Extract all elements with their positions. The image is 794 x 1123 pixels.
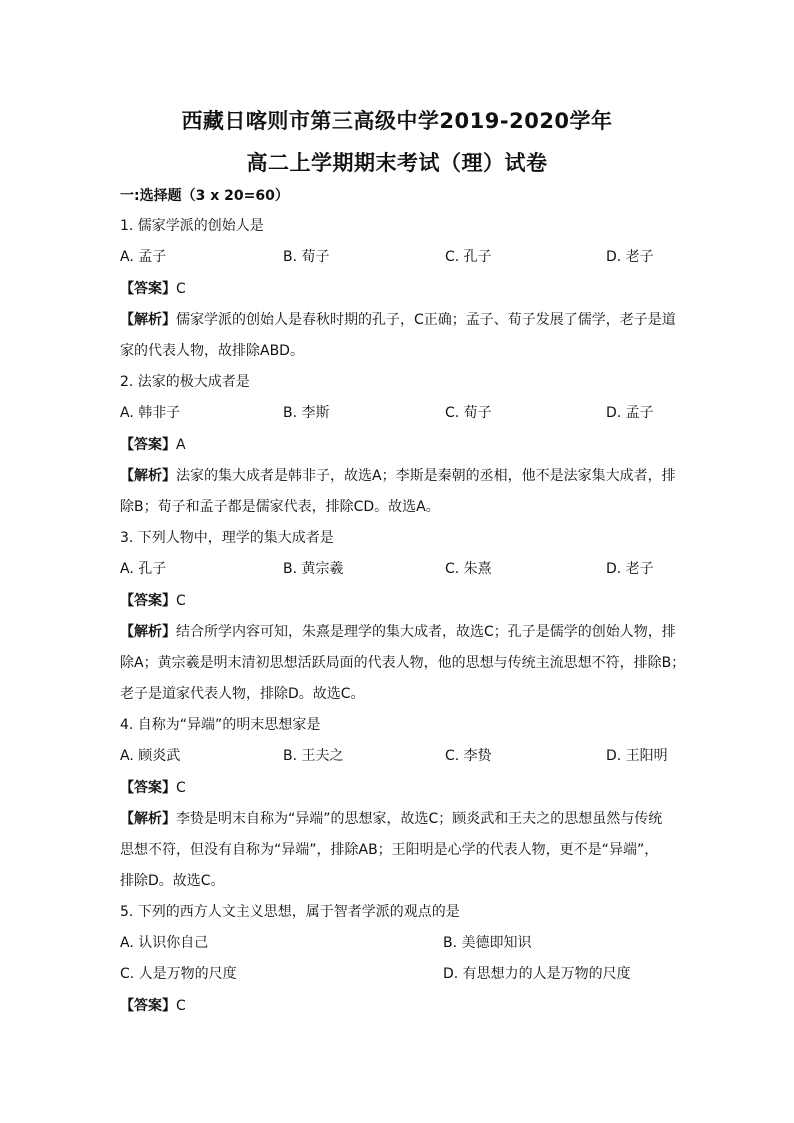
analysis-line: [120, 622, 680, 642]
option-a: A. 韩非子: [120, 405, 181, 421]
analysis-text: 结合所学内容可知，朱熹是理学的集大成者，故选C；孔子是儒学的创始人物，排: [176, 624, 676, 640]
option-c: C. 孔子: [445, 249, 492, 265]
option-d: D. 老子: [606, 561, 654, 577]
option-d: D. 孟子: [606, 405, 654, 421]
answer-tag: 【答案】: [120, 281, 176, 297]
option-a: A. 认识你自己: [120, 935, 209, 951]
option-b: B. 王夫之: [283, 748, 344, 764]
answer-line: [120, 778, 680, 798]
option-a: A. 顾炎武: [120, 748, 181, 764]
answer-value: C: [176, 998, 186, 1014]
answer-tag: 【答案】: [120, 780, 176, 796]
question-stem: 3. 下列人物中，理学的集大成者是: [120, 530, 334, 546]
option-c: C. 荀子: [445, 405, 492, 421]
answer-value: C: [176, 593, 186, 609]
option-b: B. 荀子: [283, 249, 330, 265]
option-b: B. 美德即知识: [443, 935, 532, 951]
analysis-line: 排除D。故选C。: [120, 873, 225, 889]
question-stem: 1. 儒家学派的创始人是: [120, 218, 264, 234]
answer-tag: 【答案】: [120, 593, 176, 609]
answer-line: [120, 435, 680, 455]
analysis-text: 法家的集大成者是韩非子，故选A；李斯是秦朝的丞相，他不是法家集大成者，排: [176, 468, 676, 484]
question-options: [120, 247, 680, 267]
answer-value: C: [176, 281, 186, 297]
analysis-line: [120, 310, 680, 330]
option-c: C. 人是万物的尺度: [120, 966, 237, 982]
answer-value: C: [176, 780, 186, 796]
analysis-tag: 【解析】: [120, 811, 176, 827]
option-c: C. 朱熹: [445, 561, 492, 577]
answer-line: [120, 279, 680, 299]
option-b: B. 黄宗羲: [283, 561, 344, 577]
analysis-text: 儒家学派的创始人是春秋时期的孔子，C正确；孟子、荀子发展了儒学，老子是道: [176, 312, 676, 328]
analysis-text: 李贽是明末自称为“异端”的思想家，故选C；顾炎武和王夫之的思想虽然与传统: [176, 811, 663, 827]
option-d: D. 王阳明: [606, 748, 668, 764]
analysis-line: 除A；黄宗羲是明末清初思想活跃局面的代表人物，他的思想与传统主流思想不符，排除B；: [120, 655, 686, 671]
answer-line: [120, 591, 680, 611]
exam-title-line2: 高二上学期期末考试（理）试卷: [246, 151, 548, 175]
option-d: D. 有思想力的人是万物的尺度: [443, 966, 631, 982]
option-c: C. 李贽: [445, 748, 492, 764]
analysis-line: 老子是道家代表人物，排除D。故选C。: [120, 686, 365, 702]
option-b: B. 李斯: [283, 405, 330, 421]
answer-tag: 【答案】: [120, 998, 176, 1014]
analysis-tag: 【解析】: [120, 312, 176, 328]
analysis-line: 思想不符，但没有自称为“异端”，排除AB；王阳明是心学的代表人物，更不是“异端”，: [120, 842, 659, 858]
analysis-line: 除B；荀子和孟子都是儒家代表，排除CD。故选A。: [120, 499, 440, 515]
option-d: D. 老子: [606, 249, 654, 265]
option-a: A. 孟子: [120, 249, 167, 265]
analysis-line: 家的代表人物，故排除ABD。: [120, 343, 304, 359]
analysis-tag: 【解析】: [120, 468, 176, 484]
answer-value: A: [176, 437, 186, 453]
question-options: [120, 746, 680, 766]
answer-line: [120, 996, 680, 1016]
analysis-tag: 【解析】: [120, 624, 176, 640]
question-options: [120, 403, 680, 423]
question-stem: 4. 自称为“异端”的明末思想家是: [120, 717, 321, 733]
question-stem: 5. 下列的西方人文主义思想，属于智者学派的观点的是: [120, 904, 460, 920]
question-options: [120, 559, 680, 579]
question-options: [120, 964, 680, 984]
answer-tag: 【答案】: [120, 437, 176, 453]
question-stem: 2. 法家的极大成者是: [120, 374, 250, 390]
analysis-line: [120, 809, 680, 829]
section-heading: 一:选择题（3 x 20=60）: [120, 188, 289, 204]
analysis-line: [120, 466, 680, 486]
option-a: A. 孔子: [120, 561, 167, 577]
question-options: [120, 933, 680, 953]
exam-title-line1: 西藏日喀则市第三高级中学2019-2020学年: [181, 109, 613, 133]
